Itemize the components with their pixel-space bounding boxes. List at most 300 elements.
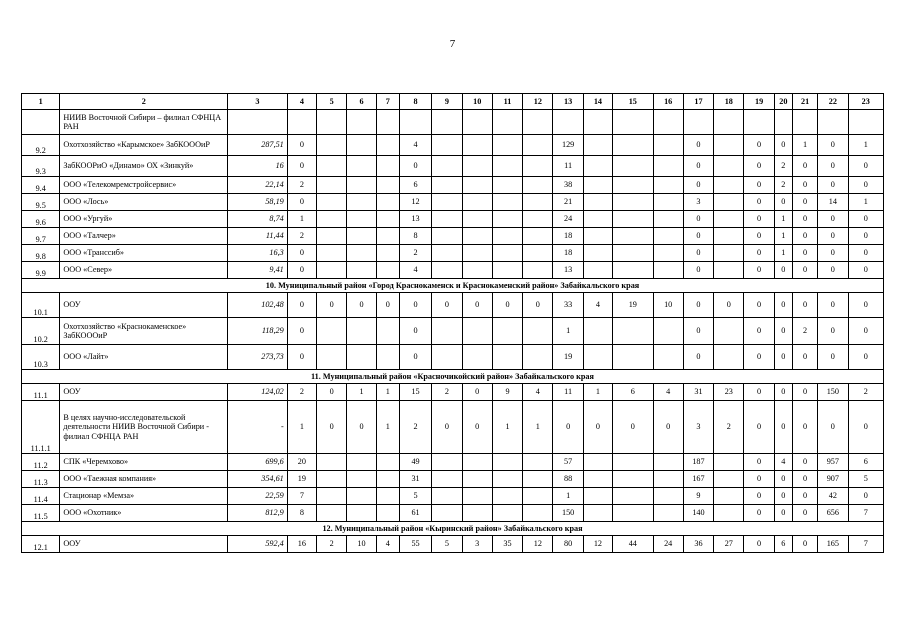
table-cell: 7 bbox=[848, 536, 884, 553]
table-cell bbox=[613, 228, 653, 245]
table-cell: 0 bbox=[818, 211, 848, 228]
table-cell bbox=[714, 505, 744, 522]
table-cell: 19 bbox=[553, 345, 583, 370]
table-cell: 2 bbox=[287, 384, 316, 401]
table-cell: 0 bbox=[848, 211, 884, 228]
column-header: 12 bbox=[523, 94, 553, 110]
table-row bbox=[22, 488, 884, 505]
table-cell: 0 bbox=[399, 318, 431, 345]
table-cell: 0 bbox=[848, 293, 884, 318]
organization-name-cell: ООО «Талчер» bbox=[60, 228, 228, 245]
table-cell: 0 bbox=[744, 488, 774, 505]
area-cell: - bbox=[228, 401, 288, 454]
row-number-cell: 9.5 bbox=[22, 194, 60, 211]
table-row bbox=[22, 536, 884, 553]
table-cell bbox=[376, 454, 399, 471]
table-cell: 0 bbox=[714, 293, 744, 318]
table-cell: 24 bbox=[653, 536, 683, 553]
table-cell bbox=[653, 488, 683, 505]
table-cell: 0 bbox=[287, 262, 316, 279]
table-cell bbox=[523, 228, 553, 245]
table-cell bbox=[714, 454, 744, 471]
table-cell: 1 bbox=[523, 401, 553, 454]
table-cell: 1 bbox=[848, 194, 884, 211]
table-cell bbox=[714, 135, 744, 156]
table-cell: 0 bbox=[774, 384, 792, 401]
table-cell bbox=[317, 194, 347, 211]
column-header: 4 bbox=[287, 94, 316, 110]
table-cell bbox=[583, 194, 612, 211]
table-cell: 0 bbox=[744, 156, 774, 177]
table-cell: 5 bbox=[848, 471, 884, 488]
table-cell: 0 bbox=[432, 293, 462, 318]
table-cell: 1 bbox=[848, 135, 884, 156]
table-cell: 0 bbox=[744, 262, 774, 279]
table-cell: 2 bbox=[848, 384, 884, 401]
table-cell bbox=[653, 245, 683, 262]
table-cell: 0 bbox=[792, 211, 817, 228]
table-cell bbox=[317, 156, 347, 177]
table-cell: 0 bbox=[683, 293, 713, 318]
table-cell bbox=[583, 505, 612, 522]
table-cell bbox=[462, 135, 492, 156]
table-cell bbox=[432, 135, 462, 156]
table-cell bbox=[432, 345, 462, 370]
table-cell bbox=[523, 262, 553, 279]
table-cell: 0 bbox=[583, 401, 612, 454]
table-cell: 2 bbox=[399, 245, 431, 262]
table-cell bbox=[583, 471, 612, 488]
table-cell: 1 bbox=[774, 228, 792, 245]
table-cell: 0 bbox=[683, 156, 713, 177]
table-cell: 23 bbox=[714, 384, 744, 401]
table-cell bbox=[613, 318, 653, 345]
table-cell: 1 bbox=[553, 488, 583, 505]
table-cell bbox=[347, 505, 376, 522]
table-cell bbox=[744, 110, 774, 135]
column-header: 10 bbox=[462, 94, 492, 110]
table-cell: 1 bbox=[287, 401, 316, 454]
table-cell: 19 bbox=[287, 471, 316, 488]
column-header: 7 bbox=[376, 94, 399, 110]
table-cell bbox=[714, 110, 744, 135]
table-cell bbox=[613, 177, 653, 194]
table-cell: 1 bbox=[376, 401, 399, 454]
table-cell bbox=[492, 262, 522, 279]
table-cell bbox=[653, 262, 683, 279]
table-cell bbox=[714, 177, 744, 194]
column-header: 15 bbox=[613, 94, 653, 110]
table-cell bbox=[523, 505, 553, 522]
column-header: 5 bbox=[317, 94, 347, 110]
table-cell: 0 bbox=[792, 177, 817, 194]
table-cell bbox=[714, 262, 744, 279]
table-cell: 7 bbox=[848, 505, 884, 522]
table-cell bbox=[523, 110, 553, 135]
table-cell: 150 bbox=[553, 505, 583, 522]
table-cell: 2 bbox=[317, 536, 347, 553]
table-row bbox=[22, 194, 884, 211]
table-cell bbox=[583, 228, 612, 245]
table-cell bbox=[376, 194, 399, 211]
table-cell bbox=[317, 488, 347, 505]
table-cell bbox=[376, 177, 399, 194]
table-cell bbox=[432, 488, 462, 505]
table-cell bbox=[462, 245, 492, 262]
table-cell: 0 bbox=[613, 401, 653, 454]
table-cell bbox=[432, 454, 462, 471]
table-cell: 0 bbox=[317, 384, 347, 401]
table-cell: 0 bbox=[287, 318, 316, 345]
table-cell: 1 bbox=[376, 384, 399, 401]
table-cell: 8 bbox=[287, 505, 316, 522]
table-cell: 5 bbox=[432, 536, 462, 553]
table-cell: 3 bbox=[462, 536, 492, 553]
table-cell bbox=[432, 505, 462, 522]
table-cell bbox=[347, 110, 376, 135]
table-cell: 0 bbox=[683, 262, 713, 279]
organization-name-cell: ООО «Телекомремстройсервис» bbox=[60, 177, 228, 194]
table-cell bbox=[462, 318, 492, 345]
table-cell bbox=[347, 262, 376, 279]
table-cell: 0 bbox=[792, 488, 817, 505]
area-cell: 8,74 bbox=[228, 211, 288, 228]
table-cell: 0 bbox=[744, 505, 774, 522]
table-cell: 12 bbox=[399, 194, 431, 211]
table-cell bbox=[287, 110, 316, 135]
organization-name-cell: Охотхозяйство «Краснокаменское» ЗабКОООиР bbox=[60, 318, 228, 345]
table-cell bbox=[653, 505, 683, 522]
table-cell: 20 bbox=[287, 454, 316, 471]
table-cell: 19 bbox=[613, 293, 653, 318]
table-cell bbox=[583, 177, 612, 194]
table-cell bbox=[523, 488, 553, 505]
organization-name-cell: ООО «Север» bbox=[60, 262, 228, 279]
table-cell bbox=[376, 262, 399, 279]
table-cell: 0 bbox=[818, 135, 848, 156]
table-cell: 0 bbox=[792, 345, 817, 370]
column-header: 13 bbox=[553, 94, 583, 110]
row-number-cell: 11.4 bbox=[22, 488, 60, 505]
table-row bbox=[22, 110, 884, 135]
table-cell: 0 bbox=[317, 401, 347, 454]
table-cell: 10 bbox=[653, 293, 683, 318]
table-cell bbox=[432, 156, 462, 177]
area-cell: 58,19 bbox=[228, 194, 288, 211]
table-row bbox=[22, 454, 884, 471]
table-cell: 0 bbox=[774, 194, 792, 211]
table-cell bbox=[492, 454, 522, 471]
table-cell bbox=[653, 110, 683, 135]
table-cell: 3 bbox=[683, 194, 713, 211]
area-cell bbox=[228, 110, 288, 135]
table-cell: 42 bbox=[818, 488, 848, 505]
table-cell bbox=[347, 194, 376, 211]
table-cell bbox=[583, 262, 612, 279]
table-cell bbox=[613, 156, 653, 177]
table-cell bbox=[492, 505, 522, 522]
organization-name-cell: ООО «Лось» bbox=[60, 194, 228, 211]
table-cell bbox=[347, 135, 376, 156]
table-cell: 0 bbox=[818, 318, 848, 345]
table-cell: 0 bbox=[744, 245, 774, 262]
table-cell: 0 bbox=[744, 345, 774, 370]
table-cell: 0 bbox=[792, 471, 817, 488]
table-cell: 31 bbox=[399, 471, 431, 488]
row-number-cell: 10.1 bbox=[22, 293, 60, 318]
table-cell bbox=[492, 211, 522, 228]
column-header: 2 bbox=[60, 94, 228, 110]
table-cell bbox=[523, 156, 553, 177]
table-cell: 80 bbox=[553, 536, 583, 553]
table-cell: 0 bbox=[683, 228, 713, 245]
table-cell bbox=[462, 110, 492, 135]
table-cell bbox=[613, 245, 653, 262]
table-cell bbox=[774, 110, 792, 135]
organization-name-cell: В целях научно-исследовательской деятельности НИИВ Восточной Сибири - филиал СФНЦА РАН bbox=[60, 401, 228, 454]
table-cell bbox=[523, 454, 553, 471]
table-cell: 1 bbox=[792, 135, 817, 156]
table-cell: 140 bbox=[683, 505, 713, 522]
table-cell: 0 bbox=[287, 156, 316, 177]
table-cell: 0 bbox=[744, 318, 774, 345]
table-cell bbox=[376, 318, 399, 345]
table-cell: 44 bbox=[613, 536, 653, 553]
table-cell: 0 bbox=[287, 194, 316, 211]
table-cell bbox=[523, 211, 553, 228]
column-header: 9 bbox=[432, 94, 462, 110]
organization-name-cell: ООУ bbox=[60, 293, 228, 318]
table-cell: 24 bbox=[553, 211, 583, 228]
table-cell bbox=[492, 156, 522, 177]
table-cell: 0 bbox=[818, 293, 848, 318]
table-cell bbox=[613, 454, 653, 471]
table-cell: 0 bbox=[683, 318, 713, 345]
table-cell: 55 bbox=[399, 536, 431, 553]
table-cell bbox=[613, 211, 653, 228]
table-cell: 0 bbox=[683, 245, 713, 262]
row-number-cell: 9.7 bbox=[22, 228, 60, 245]
table-cell: 18 bbox=[553, 245, 583, 262]
table-cell bbox=[492, 228, 522, 245]
column-header: 21 bbox=[792, 94, 817, 110]
table-cell bbox=[492, 471, 522, 488]
organization-name-cell: ЗабКООРиО «Динамо» ОХ «Зинкуй» bbox=[60, 156, 228, 177]
table-cell: 0 bbox=[774, 505, 792, 522]
section-header-row bbox=[22, 279, 884, 293]
table-cell: 0 bbox=[818, 262, 848, 279]
row-number-cell: 10.2 bbox=[22, 318, 60, 345]
table-cell: 0 bbox=[792, 401, 817, 454]
table-cell bbox=[347, 454, 376, 471]
table-cell bbox=[613, 135, 653, 156]
table-cell: 0 bbox=[848, 488, 884, 505]
table-cell: 61 bbox=[399, 505, 431, 522]
table-row bbox=[22, 471, 884, 488]
table-cell: 0 bbox=[792, 262, 817, 279]
table-cell bbox=[432, 245, 462, 262]
table-cell bbox=[492, 245, 522, 262]
table-cell: 2 bbox=[792, 318, 817, 345]
table-cell: 4 bbox=[653, 384, 683, 401]
table-cell bbox=[492, 488, 522, 505]
table-cell: 18 bbox=[553, 228, 583, 245]
table-cell bbox=[376, 110, 399, 135]
table-cell bbox=[432, 211, 462, 228]
table-cell: 0 bbox=[818, 401, 848, 454]
table-cell: 21 bbox=[553, 194, 583, 211]
table-cell bbox=[432, 471, 462, 488]
table-cell bbox=[714, 211, 744, 228]
table-cell bbox=[583, 488, 612, 505]
table-cell bbox=[492, 135, 522, 156]
table-row bbox=[22, 228, 884, 245]
table-cell: 0 bbox=[818, 177, 848, 194]
table-cell bbox=[653, 135, 683, 156]
table-cell: 12 bbox=[523, 536, 553, 553]
area-cell: 11,44 bbox=[228, 228, 288, 245]
table-cell: 0 bbox=[744, 536, 774, 553]
area-cell: 16 bbox=[228, 156, 288, 177]
table-cell: 0 bbox=[792, 293, 817, 318]
organization-name-cell: НИИВ Восточной Сибири – филиал СФНЦА РАН bbox=[60, 110, 228, 135]
table-cell: 1 bbox=[287, 211, 316, 228]
table-cell: 14 bbox=[818, 194, 848, 211]
table-cell bbox=[523, 135, 553, 156]
table-cell: 0 bbox=[792, 384, 817, 401]
table-cell bbox=[553, 110, 583, 135]
table-row bbox=[22, 156, 884, 177]
table-cell: 0 bbox=[792, 156, 817, 177]
table-cell: 4 bbox=[399, 135, 431, 156]
table-row bbox=[22, 318, 884, 345]
table-cell bbox=[376, 345, 399, 370]
table-cell: 0 bbox=[774, 345, 792, 370]
table-cell: 1 bbox=[347, 384, 376, 401]
table-cell bbox=[653, 177, 683, 194]
table-cell bbox=[347, 318, 376, 345]
table-cell bbox=[462, 345, 492, 370]
row-number-cell: 11.1.1 bbox=[22, 401, 60, 454]
column-header: 22 bbox=[818, 94, 848, 110]
table-cell bbox=[792, 110, 817, 135]
organization-name-cell: СПК «Черемхово» bbox=[60, 454, 228, 471]
table-cell: 0 bbox=[848, 262, 884, 279]
table-cell: 4 bbox=[583, 293, 612, 318]
column-header: 6 bbox=[347, 94, 376, 110]
table-cell: 0 bbox=[848, 345, 884, 370]
table-cell bbox=[317, 228, 347, 245]
table-cell bbox=[462, 194, 492, 211]
table-cell bbox=[317, 262, 347, 279]
table-cell: 3 bbox=[683, 401, 713, 454]
organization-name-cell: ООО «Охотник» bbox=[60, 505, 228, 522]
table-cell bbox=[613, 110, 653, 135]
table-cell bbox=[583, 345, 612, 370]
organization-name-cell: Стационар «Мемза» bbox=[60, 488, 228, 505]
table-cell: 0 bbox=[683, 211, 713, 228]
row-number-cell: 9.4 bbox=[22, 177, 60, 194]
table-cell bbox=[376, 488, 399, 505]
table-cell bbox=[653, 471, 683, 488]
data-table bbox=[21, 93, 884, 553]
table-cell: 0 bbox=[653, 401, 683, 454]
table-cell: 2 bbox=[714, 401, 744, 454]
table-cell: 907 bbox=[818, 471, 848, 488]
column-header: 23 bbox=[848, 94, 884, 110]
table-cell bbox=[714, 471, 744, 488]
section-header-row bbox=[22, 370, 884, 384]
table-cell bbox=[583, 211, 612, 228]
table-cell: 8 bbox=[399, 228, 431, 245]
row-number-cell: 11.2 bbox=[22, 454, 60, 471]
table-cell: 0 bbox=[462, 384, 492, 401]
table-cell: 2 bbox=[432, 384, 462, 401]
table-cell: 0 bbox=[462, 293, 492, 318]
table-cell: 0 bbox=[317, 293, 347, 318]
table-cell bbox=[462, 156, 492, 177]
table-cell: 49 bbox=[399, 454, 431, 471]
table-cell bbox=[376, 228, 399, 245]
table-cell bbox=[613, 194, 653, 211]
organization-name-cell: ООО «Лайт» bbox=[60, 345, 228, 370]
table-cell: 0 bbox=[774, 401, 792, 454]
table-cell bbox=[462, 211, 492, 228]
table-cell bbox=[432, 262, 462, 279]
table-cell: 33 bbox=[553, 293, 583, 318]
table-cell: 0 bbox=[792, 245, 817, 262]
table-cell bbox=[462, 454, 492, 471]
table-cell bbox=[523, 318, 553, 345]
table-cell: 4 bbox=[376, 536, 399, 553]
table-cell bbox=[399, 110, 431, 135]
table-cell bbox=[492, 110, 522, 135]
row-number-cell: 9.6 bbox=[22, 211, 60, 228]
table-cell bbox=[317, 345, 347, 370]
table-cell: 0 bbox=[347, 401, 376, 454]
column-header: 19 bbox=[744, 94, 774, 110]
table-cell: 0 bbox=[792, 536, 817, 553]
table-cell bbox=[583, 110, 612, 135]
table-cell: 0 bbox=[683, 177, 713, 194]
table-cell: 4 bbox=[399, 262, 431, 279]
table-cell bbox=[432, 228, 462, 245]
page-number: 7 bbox=[449, 38, 456, 50]
table-cell bbox=[848, 110, 884, 135]
table-cell bbox=[613, 262, 653, 279]
table-cell bbox=[492, 318, 522, 345]
table-cell: 38 bbox=[553, 177, 583, 194]
area-cell: 124,02 bbox=[228, 384, 288, 401]
table-cell: 0 bbox=[792, 505, 817, 522]
table-cell: 0 bbox=[818, 228, 848, 245]
table-cell bbox=[523, 194, 553, 211]
area-cell: 9,41 bbox=[228, 262, 288, 279]
table-cell bbox=[523, 177, 553, 194]
table-cell bbox=[462, 228, 492, 245]
table-cell bbox=[432, 177, 462, 194]
table-cell: 0 bbox=[848, 156, 884, 177]
table-row bbox=[22, 262, 884, 279]
column-header: 11 bbox=[492, 94, 522, 110]
table-cell bbox=[653, 228, 683, 245]
table-cell: 0 bbox=[818, 156, 848, 177]
table-cell bbox=[347, 177, 376, 194]
table-cell bbox=[714, 345, 744, 370]
table-cell bbox=[583, 318, 612, 345]
table-cell: 1 bbox=[774, 211, 792, 228]
table-cell: 0 bbox=[553, 401, 583, 454]
